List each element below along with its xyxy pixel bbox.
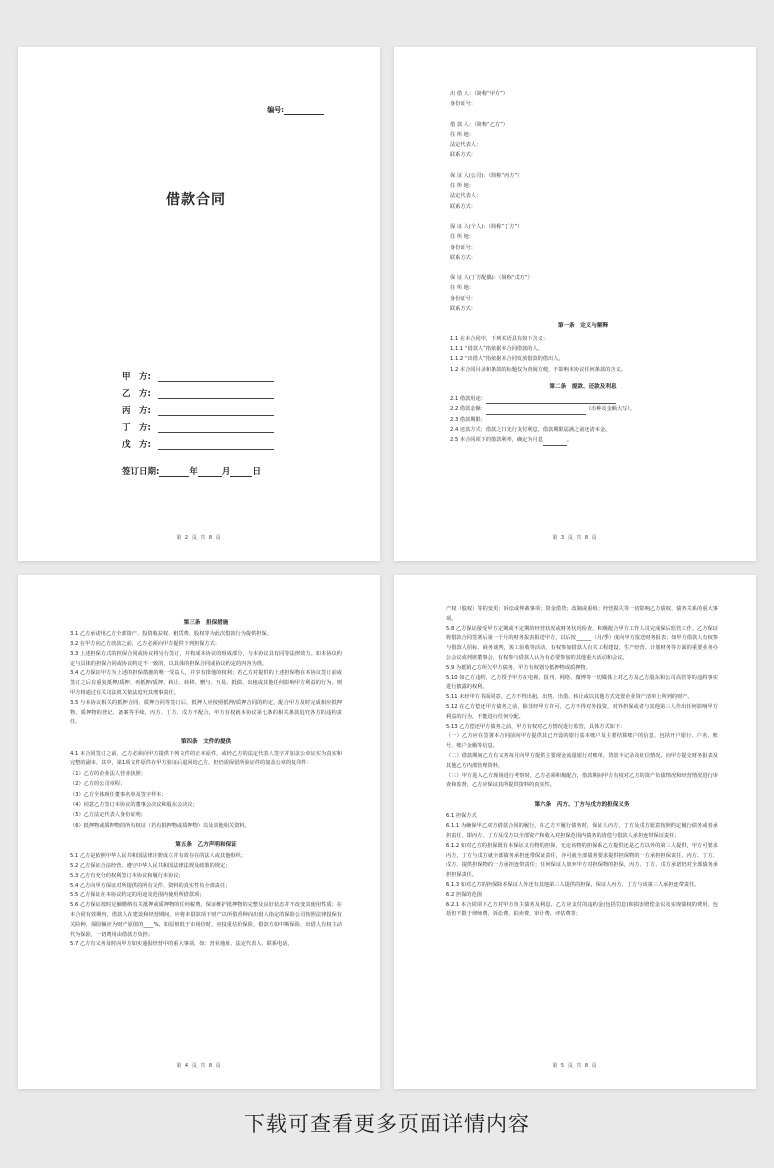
party-info-line: 住 所 地： <box>450 285 475 292</box>
article-3-body <box>70 630 342 728</box>
page-footer: 第 2 页 共 8 页 <box>176 535 222 541</box>
article-4-items <box>70 769 342 831</box>
page-footer: 第 4 页 共 8 页 <box>176 1063 222 1069</box>
clause-paragraph: 3.2 在甲方向乙方放款之前，乙方必须向甲方提供下列担保方式： <box>70 641 220 648</box>
article-title: 第二条 提款、还款及利息 <box>549 383 617 390</box>
fill-line <box>158 405 274 416</box>
year-blank <box>159 467 189 477</box>
spacer <box>450 161 716 171</box>
party-info-line: 联系方式： <box>450 152 476 159</box>
clause-paragraph: 5.6 乙方保证按时足额缴纳有关抵押或质押物的任何税费，保证维护抵押物的完整及良好状态并不改变其使用性质；在本合同有效期内，借款人在建设和经营期间，应将本借款项下财产以所借香种向出借人指定的保险公司按照法律投保有关险种，保险额应为财产原值的____%，如原值低于市场价时，应投重估价保险。借款方如中断保险，出借人有权主动代为保险，一切费用由借款方负担； <box>70 902 342 938</box>
article-6-body <box>446 812 718 920</box>
clause-paragraph: 5.4 乙方向甲方保证对所提供的所有文件、资料的真实性负全部责任； <box>70 882 231 889</box>
party-row: 甲 方: <box>122 365 274 382</box>
page-body <box>450 89 716 446</box>
clause-paragraph: 6.2.1 本合同项下乙方对甲方负主债务及利息、乙方应支付的违约金(包括罚息)和损害赔偿金以及实现债权的费用，包括但不限于律师费、诉讼费、拍卖费、审计费、评估费等； <box>446 901 718 918</box>
month-blank <box>198 467 222 477</box>
contract-page-cover <box>18 47 380 561</box>
clause-paragraph: 5.2 乙方保证合法经营，遵守中华人民共和国法律法规及政策的规定； <box>70 863 231 870</box>
party-info-block <box>450 89 716 314</box>
clause-paragraph: 5.7 乙方有义务及时向甲方如实通报经营中的重大事项，如：营业地址、法定代表人、联系电话、 <box>70 941 293 948</box>
clause-paragraph: 5.12 在乙方偿还甲方债务之前，除非经甲方许可，乙方不得对外投资，对外担保或者与其他第三人作出任何影响甲方利益的行为，不能进行任何分配。 <box>446 703 718 720</box>
download-prompt[interactable]: 下载可查看更多页面详情内容 <box>244 1112 530 1136</box>
clause-paragraph: 5.10 如乙方违约，乙方授予甲方在电视、报刊、网络、微博等一切媒体上对乙方及乙方股东和公司高管等的违约事实进行披露的权利。 <box>446 674 718 691</box>
clause-line: 2.2 借款金额： （币种及金额大写）。 <box>450 404 716 414</box>
day-blank <box>230 467 252 477</box>
clause-paragraph: （三）甲方进入乙方现场进行考察时，乙方必须积极配合，借款期间甲方有权对乙方的资产负债情况和经营情况进行审查和监督，乙方应保证其所提供资料的真实性。 <box>446 772 718 789</box>
party-info-line: 身份证号： <box>450 244 476 251</box>
document-item: （2）乙方的公司章程； <box>70 781 126 788</box>
clause-paragraph: 6.1.3 如对乙方的担保除本保证人外还有其他第三人提供的担保，保证人丙方、丁方与该第三人承担连带责任。 <box>446 882 700 889</box>
contract-number: 编号: <box>267 105 324 115</box>
party-info-line: 保 证 人(个人)：（简称“丁方”） <box>450 223 523 230</box>
clause-paragraph: 5.5 乙方保证在本协议约定的用途及范围内使用所借款项； <box>70 892 205 899</box>
party-row: 丙 方: <box>122 399 274 416</box>
fill-line <box>486 408 586 415</box>
clause-paragraph: 5.8 乙方保证接受甲方定期或不定期的经营状况或财务状况检查，积极配合甲方工作人员完成保后监管工作。乙方保证将借款合同签署后第一个月的财务报表报送甲方，以后按______（月/季）度向甲方报送财务报表；如甲方借款人有权参与借款人招标、商务谈判，竣工验收等活动，有权参加借款人有关工程建设、生产经营、计划财务等方面的重要业务办公会议或列席董事会，有权参与借款人认为有必要参加的其他重大活动和会议。 <box>446 625 718 661</box>
article-title: 第一条 定义与解释 <box>557 323 609 330</box>
spacer <box>450 212 716 222</box>
party-row: 戊 方: <box>122 433 274 450</box>
party-row: 丁 方: <box>122 416 274 433</box>
clause-paragraph: 6.1.2 如对乙方的担保既有本保证又有物的担保，无论该物的担保系乙方提供还是乙方以外的第三人提供，甲方可要求丙方、丁方与戊方就全部债务承担连带保证责任，亦可就全部债务要求提供担保物的一方承担担保责任，丙方、丁方、戊方、提供担保物的一方承担连带责任；任何保证人放弃甲方对担保物的担保，丙方、丁方、戊方承诺仍对全部债务承担担保责任。 <box>446 842 718 879</box>
clause-line: 2.1 借款用途： <box>450 394 716 404</box>
fill-line <box>158 388 274 399</box>
clause-paragraph: 6.1.1 为确保甲乙双方借款合同的履行，在乙方不履行债务时，保证人丙方、丁方及戊方愿意按照约定履行债务或者承担责任，即丙方、丁方及戊方以全部资产和收入对担保范围内债务的清偿与借款人承担连带保证责任； <box>446 823 718 840</box>
fill-line <box>543 439 567 446</box>
party-info-line: 借 款 人：（简称“乙方”） <box>450 121 508 128</box>
document-item: （6）抵押物或质押物的所有权证（若有抵押物或质押物）以及其他相关资料。 <box>70 822 250 829</box>
party-info-line: 住 所 地： <box>450 183 475 190</box>
clause-paragraph: （一）乙方应在签署本合同前向甲方提供其已开设的银行基本账户及主要结算账户的信息，包括开户银行、户名、账号、账户金额等信息。 <box>446 733 718 750</box>
contract-page-parties <box>394 47 756 561</box>
spacer <box>450 110 716 120</box>
party-info-line: 出 借 人：（简称“甲方”） <box>450 91 508 97</box>
clause-line: 1.1 在本合同中，下列术语具有如下含义： <box>450 335 549 342</box>
party-info-line: 保 证 人(公司)：（简称“丙方”） <box>450 172 523 179</box>
clause-paragraph: 3.5 与本协议相关的抵押合同、质押合同等签订后，抵押人应按照抵押/质押合同的约定，配合甲方及时完成相应抵押物、质押物的登记、备案等手续，丙方、丁方、戊方不配合，甲方有权就本协议第七条的相关条款追究各方的违约责任。 <box>70 699 342 726</box>
party-info-line: 法定代表人： <box>450 193 482 200</box>
fill-line <box>158 371 274 382</box>
party-info-line: 保 证 人(丁方配偶)：（简称“戊方”） <box>450 275 533 282</box>
fill-line <box>486 397 616 404</box>
party-row: 乙 方: <box>122 382 274 399</box>
clause-line: 1.2 本合同目录和条款的标题仅为查阅方便，不影响本协议任何条款的含义。 <box>450 366 626 373</box>
contract-number-blank <box>284 107 324 115</box>
document-item: （3）乙方全体现任董事名单及签字样本； <box>70 791 167 798</box>
clause-paragraph: 5.1 乙方是依照中华人民共和国法律注册成立并有效存在的法人或其他组织； <box>70 853 246 860</box>
clause-paragraph: 5.13 乙方偿还甲方债务之前，甲方有权对乙方情况进行监管，具体方式如下： <box>446 723 626 730</box>
clause-paragraph: 产权（股权）等的变更；诉讼或仲裁事项；资金借贷；改制或重组；经营损失等一切影响乙方债权、债务关系的重大事项。 <box>446 606 718 622</box>
fill-line <box>158 439 274 450</box>
party-info-line: 住 所 地： <box>450 234 475 241</box>
document-item: （4）同意乙方签订本协议的董事会决议和股东会决议； <box>70 802 198 809</box>
party-info-line: 联系方式： <box>450 203 476 210</box>
clause-paragraph: 4.1 本合同签订之前，乙方必须向甲方提供下列文件的正本原件，或经乙方的法定代表人签字并加盖公章证实为真实和完整的副本，其中，第1项文件原件在甲方验证后退回给乙方，但仍需保留所验证件的加盖公章的复印件： <box>70 750 342 767</box>
clause-line: 1.1.1 “借款人”指依据本合同借款的人。 <box>450 345 543 352</box>
clause-paragraph: 6.2 担保的范围 <box>446 891 482 898</box>
clause-paragraph: 3.4 乙方保证甲方为上述的担保措施的唯一受益人，并享有排他的权利；若乙方对提供的上述担保物在本协议签订前或签订之后有重复抵押/质押、再抵押/质押、转让、转移、赠与、互易、抵债、出租或其他任何影响甲方利益的行为，则甲方将通过有关司法机关依法追究其刑事责任。 <box>70 670 342 697</box>
party-info-line: 联系方式： <box>450 254 476 261</box>
party-info-line: 住 所 地： <box>450 131 475 138</box>
page-body <box>70 611 342 950</box>
party-info-line: 法定代表人： <box>450 142 482 149</box>
page-footer: 第 5 页 共 8 页 <box>552 1063 598 1069</box>
article-title: 第六条 丙方、丁方与戊方的担保义务 <box>534 802 630 809</box>
contract-page-guarantee <box>18 575 380 1089</box>
page-footer: 第 3 页 共 8 页 <box>552 535 598 541</box>
document-title: 借款合同 <box>166 192 226 208</box>
party-info-line: 联系方式： <box>450 306 476 313</box>
party-list <box>122 365 274 450</box>
clause-paragraph: 3.3 上述担保方式的担保合同或协议将另行签订，并构成本协议的组成部分，与本协议具有同等法律效力。如本协议约定与具体的担保合同或协议约定不一致的，以具体的担保合同或协议约定的内容为准。 <box>70 650 342 667</box>
article-title: 第五条 乙方声明和保证 <box>175 841 237 848</box>
clause-line: 2.4 还款方式：借款之日先行支付利息，借款期限届满之前还清本金。 <box>450 427 611 434</box>
document-item: （1）乙方的企业法人营业执照； <box>70 771 146 778</box>
article-title: 第四条 文件的提供 <box>180 739 232 746</box>
clause-block <box>446 605 718 791</box>
clause-paragraph: 5.11 未经甲方书面同意，乙方不得出租、出售、出借、转让或以其他方式处置企业资产清单上所列的财产。 <box>446 694 693 701</box>
contract-page-obligations <box>394 575 756 1089</box>
clause-paragraph: 3.1 乙方承诺用乙方全部资产、投资收益权、租赁费、股权等为此次借款行为提供担保。 <box>70 631 272 638</box>
clause-paragraph: （二）借款期间乙方有义务每月向甲方提供主要现金流量银行对账单，贷款卡记录及征信情况，向甲方提交财务报表及其他乙方内部管理资料。 <box>446 752 718 769</box>
clause-paragraph: 6.1 担保方式 <box>446 813 477 820</box>
document-item: （5）乙方法定代表人身份证明； <box>70 812 146 819</box>
article-4-body <box>70 750 342 770</box>
party-info-line: 身份证号： <box>450 295 476 302</box>
clause-paragraph: 5.9 为抵销乙方所欠甲方债务，甲方有权划分抵押物或质押物。 <box>446 664 591 671</box>
spacer <box>450 263 716 273</box>
article-5-body <box>70 852 342 950</box>
article-title: 第三条 担保措施 <box>183 620 229 626</box>
clause-line: 1.1.2 “出借人”指依据本合同发放借款的借出人。 <box>450 356 564 363</box>
party-info-line: 身份证号： <box>450 101 476 108</box>
fill-line <box>158 422 274 433</box>
clause-line: 2.3 借款期限： <box>450 416 486 423</box>
clause-paragraph: 5.3 乙方有充分的权利签订本协议和履行本协议； <box>70 872 184 879</box>
clause-line: 2.5 本合同项下的借款利率，确定为月息 。 <box>450 435 716 445</box>
page-body <box>446 605 718 920</box>
signing-date: 签订日期: 年 月 日 <box>122 467 261 477</box>
